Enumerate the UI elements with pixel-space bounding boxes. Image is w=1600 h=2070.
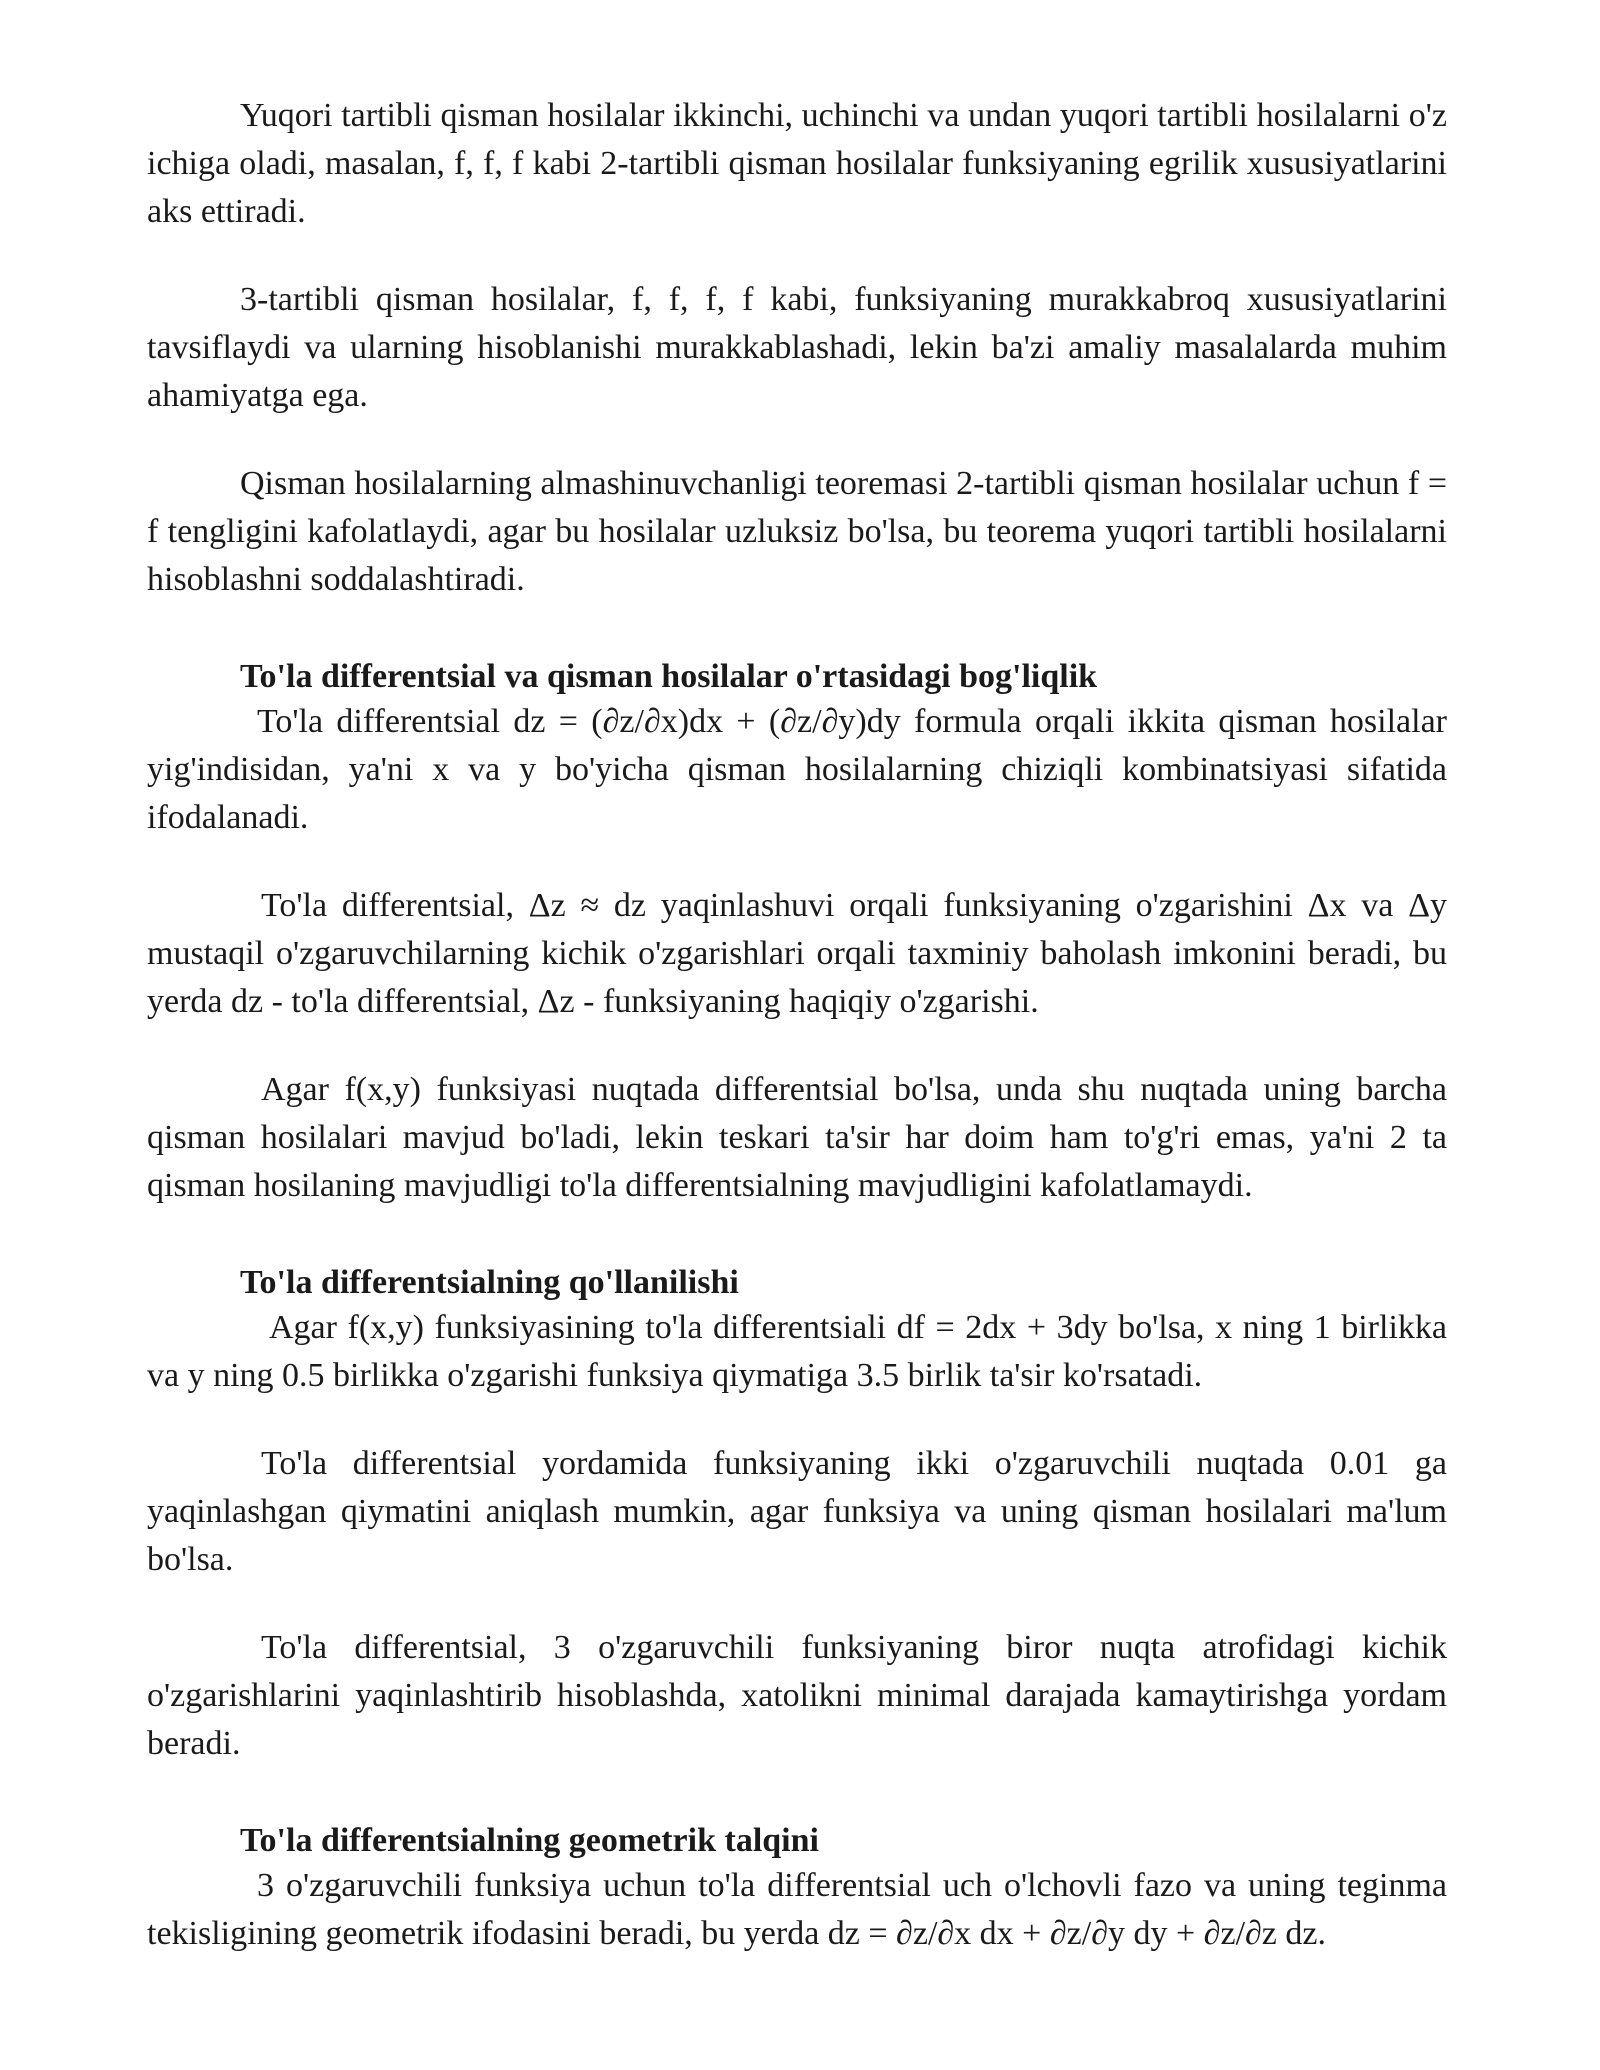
paragraph-third-order-partials: 3-tartibli qisman hosilalar, f, f, f, f kabi, funksiyaning murakkabroq xususiyatlarini tavsiflaydi va ularning hisoblanishi murakkablashadi, lekin ba'zi amaliy masalalarda muhim ahamiyatga ega. <box>147 281 1447 414</box>
paragraph-total-differential-formula: To'la differentsial dz = (∂z/∂x)dx + (∂z/∂y)dy formula orqali ikkita qisman hosilalar yig'indisidan, ya'ni x va y bo'yicha qisman hosilalarning chiziqli kombinatsiyasi sifatida ifodalanadi. <box>147 703 1447 836</box>
paragraph-geometric-interpretation: 3 o'zgaruvchili funksiya uchun to'la differentsial uch o'lchovli fazo va uning teginma tekisligining geometrik ifodasini beradi, bu yerda dz = ∂z/∂x dx + ∂z/∂y dy + ∂z/∂z dz. <box>147 1867 1447 1952</box>
paragraph-differentiability: Agar f(x,y) funksiyasi nuqtada differentsial bo'lsa, unda shu nuqtada uning barcha qisman hosilalari mavjud bo'ladi, lekin teskari ta'sir har doim ham to'g'ri emas, ya'ni 2 ta qisman hosilaning mavjudligi to'la differentsialning mavjudligini kafolatlamaydi. <box>147 1071 1447 1204</box>
section-heading-geometric: To'la differentsialning geometrik talqini <box>240 1822 819 1859</box>
paragraph-approximation: To'la differentsial, Δz ≈ dz yaqinlashuvi orqali funksiyaning o'zgarishini Δx va Δy mustaqil o'zgaruvchilarning kichik o'zgarishlari orqali taxminiy baholash imkonini beradi, bu yerda dz - to'la differentsial, Δz - funksiyaning haqiqiy o'zgarishi. <box>147 887 1447 1020</box>
paragraph-application-example: Agar f(x,y) funksiyasining to'la differentsiali df = 2dx + 3dy bo'lsa, x ning 1 birlikka va y ning 0.5 birlikka o'zgarishi funksiya qiymatiga 3.5 birlik ta'sir ko'rsatadi. <box>147 1309 1447 1394</box>
section-heading-application: To'la differentsialning qo'llanilishi <box>240 1264 739 1301</box>
section-heading-relation: To'la differentsial va qisman hosilalar o'rtasidagi bog'liqlik <box>240 658 1098 695</box>
paragraph-commutativity-theorem: Qisman hosilalarning almashinuvchanligi teoremasi 2-tartibli qisman hosilalar uchun f = f tengligini kafolatlaydi, agar bu hosilalar uzluksiz bo'lsa, bu teorema yuqori tartibli hosilalarni hisoblashni soddalashtiradi. <box>147 465 1447 598</box>
document-page <box>147 92 1447 1958</box>
paragraph-three-variables: To'la differentsial, 3 o'zgaruvchili funksiyaning biror nuqta atrofidagi kichik o'zgarishlarini yaqinlashtirib hisoblashda, xatolikni minimal darajada kamaytirishga yordam beradi. <box>147 1629 1447 1762</box>
paragraph-higher-order-partials: Yuqori tartibli qisman hosilalar ikkinchi, uchinchi va undan yuqori tartibli hosilalarni o'z ichiga oladi, masalan, f, f, f kabi 2-tartibli qisman hosilalar funksiyaning egrilik xususiyatlarini aks ettiradi. <box>147 97 1447 230</box>
paragraph-approximate-value: To'la differentsial yordamida funksiyaning ikki o'zgaruvchili nuqtada 0.01 ga yaqinlashgan qiymatini aniqlash mumkin, agar funksiya va uning qisman hosilalari ma'lum bo'lsa. <box>147 1445 1447 1578</box>
